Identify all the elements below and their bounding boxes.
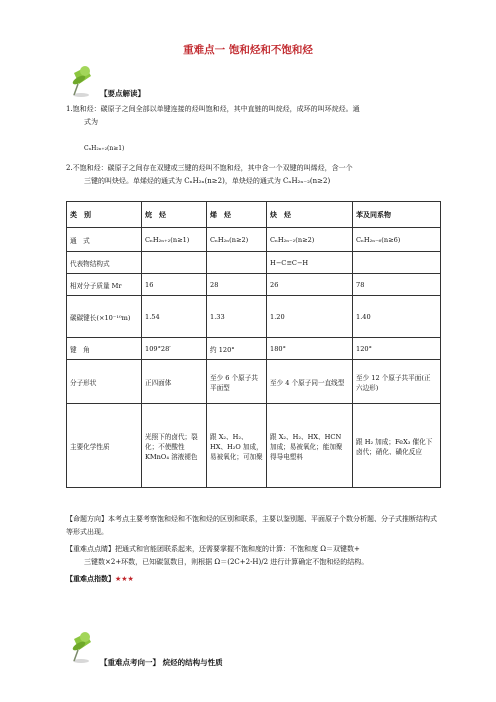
note-tip-line: 【重难点点睛】把通式和官能团联系起来，还需要掌握不饱和度的计算：不饱和度 Ω＝双键数+ [66, 545, 360, 553]
table-cell: 28 [207, 274, 267, 296]
table-row [67, 228, 441, 252]
table-cell [207, 252, 267, 274]
paragraph-line: 1.饱和烃：碳原子之间全部以单键连接的烃叫饱和烃，其中直链的叫烷烃，成环的叫环烷烃。通 [66, 105, 360, 113]
row-label: 分子形状 [67, 360, 142, 404]
note-tip-line: 三键数×2+环数，已知碳氢数目，则根据 Ω＝(2C+2-H)/2 进行计算确定不饱和烃的结构。 [84, 557, 369, 566]
section-heading-key-points: 【要点解读】 [100, 89, 145, 98]
table-cell: 120° [353, 338, 441, 360]
note-direction: 【命题方向】本考点主要考察饱和烃和不饱和烃的区别和联系，主要以鉴别题、平面原子个数分析题、分子式推断结构式等形式出现。 [66, 515, 437, 536]
table-cell: 正四面体 [142, 360, 207, 404]
table-cell: CₙH₂ₙ₋₂(n≥2) [267, 228, 353, 252]
hydrocarbon-properties-table [66, 201, 441, 488]
table-cell: 1.40 [353, 296, 441, 338]
table-cell: 跟 H₂ 加成；FeX₃ 催化下卤代；硝化、磺化反应 [353, 404, 441, 488]
header-alkane: 烷 烃 [142, 202, 207, 228]
table-cell: CₙH₂ₙ(n≥2) [207, 228, 267, 252]
star-rating: ★★★ [115, 575, 134, 583]
table-cell: 光照下的卤代；裂化；不使酸性 KMnO₄ 溶液褪色 [142, 404, 207, 488]
table-row [67, 404, 441, 488]
table-cell: H−C≡C−H [267, 252, 353, 274]
table-cell: 1.20 [267, 296, 353, 338]
note-tip [66, 543, 442, 568]
table-cell: 至少 6 个原子共平面型 [207, 360, 267, 404]
table-cell: 跟 X₂、H₂、HX、H₂O 加成，易被氧化；可加聚 [207, 404, 267, 488]
pushpin-icon [66, 630, 96, 664]
difficulty-label: 【重难点指数】 [66, 575, 115, 583]
row-label: 主要化学性质 [67, 404, 142, 488]
table-cell [353, 252, 441, 274]
pushpin-icon [66, 64, 96, 98]
row-label: 碳碳键长(×10⁻¹⁰m) [67, 296, 142, 338]
row-label: 通 式 [67, 228, 142, 252]
paragraph-line: 式为 [84, 117, 98, 126]
paragraph-line: 三键的叫炔烃。单烯烃的通式为 CₙH₂ₙ(n≥2)，单炔烃的通式为 CₙH₂ₙ₋₂(n≥2) [84, 176, 331, 185]
table-cell: 1.54 [142, 296, 207, 338]
formula-alkane: CₙH₂ₙ₊₂(n≥1) [84, 145, 125, 152]
table-cell: 26 [267, 274, 353, 296]
table-cell: 至少 12 个原子共平面(正六边形) [353, 360, 441, 404]
table-cell [142, 252, 207, 274]
row-label: 相对分子质量 Mr [67, 274, 142, 296]
table-row [67, 360, 441, 404]
difficulty-index [66, 573, 442, 586]
table-cell: 180° [267, 338, 353, 360]
table-cell: 约 120° [207, 338, 267, 360]
table-row [67, 338, 441, 360]
table-row [67, 252, 441, 274]
row-label: 键 角 [67, 338, 142, 360]
table-cell: CₙH₂ₙ₋₆(n≥6) [353, 228, 441, 252]
paragraph-saturated [66, 103, 438, 128]
header-alkene: 烯 烃 [207, 202, 267, 228]
header-benzene: 苯及同系物 [353, 202, 441, 228]
table-cell: 1.33 [207, 296, 267, 338]
header-alkyne: 炔 烃 [267, 202, 353, 228]
table-cell: 78 [353, 274, 441, 296]
row-label: 代表物结构式 [67, 252, 142, 274]
table-row [67, 274, 441, 296]
table-cell: 至少 4 个原子同一直线型 [267, 360, 353, 404]
header-category: 类 别 [67, 202, 142, 228]
paragraph-unsaturated [66, 162, 438, 187]
page-title: 重难点一 饱和烃和不饱和烃 [183, 44, 313, 56]
table-row [67, 296, 441, 338]
table-cell: CₙH₂ₙ₊₂(n≥1) [142, 228, 207, 252]
table-cell: 109°28′ [142, 338, 207, 360]
table-cell: 16 [142, 274, 207, 296]
table-header-row [67, 202, 441, 228]
table-cell: 跟 X₂、H₂、HX、HCN 加成；易被氧化；能加聚得导电塑料 [267, 404, 353, 488]
section-heading-direction-one: 【重难点考向一】 烷烃的结构与性质 [100, 658, 223, 667]
paragraph-line: 2.不饱和烃：碳原子之间存在双键或三键的烃叫不饱和烃，其中含一个双键的叫烯烃，含一个 [66, 164, 353, 172]
